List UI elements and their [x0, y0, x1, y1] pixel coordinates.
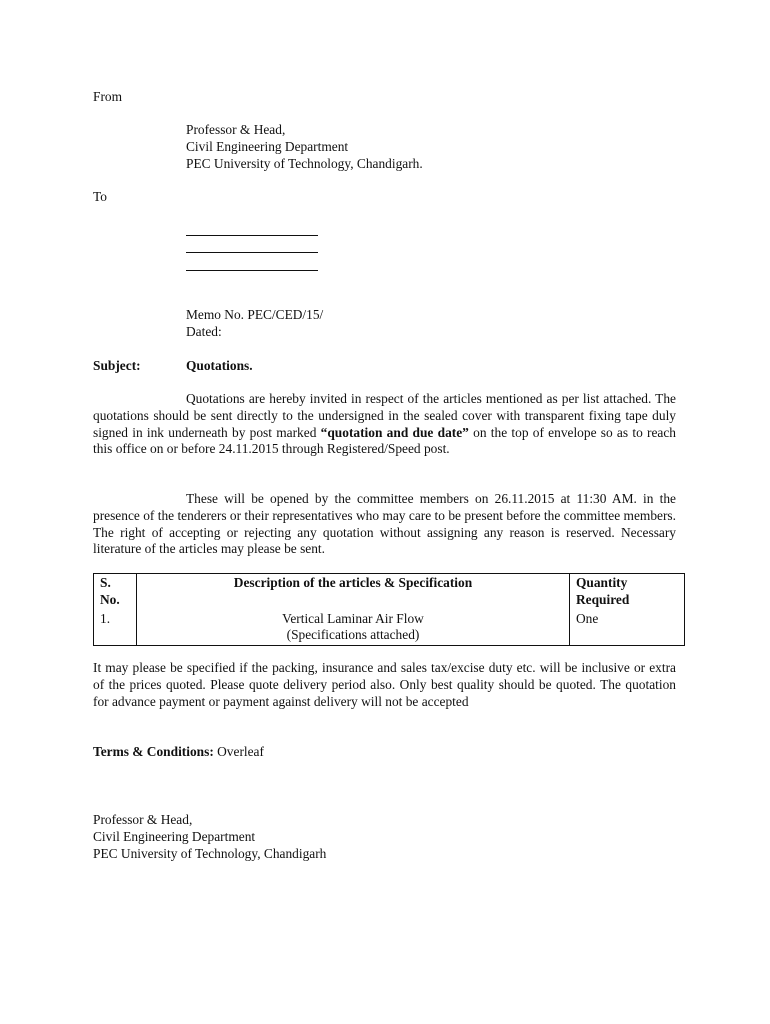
from-label: From [93, 89, 123, 104]
sender-institution: PEC University of Technology, Chandigarh. [186, 155, 423, 171]
header-quantity: Quantity Required [570, 574, 685, 610]
memo-number: Memo No. PEC/CED/15/ [186, 307, 324, 322]
terms-conditions-line [93, 744, 264, 761]
sender-department: Civil Engineering Department [186, 138, 349, 154]
subject-value: Quotations. [186, 358, 253, 373]
articles-table [93, 573, 685, 646]
subject-label: Subject: [93, 358, 141, 373]
article-specification-note: (Specifications attached) [286, 627, 420, 643]
row-sno: 1. [94, 610, 137, 646]
recipient-blank-line [186, 235, 318, 236]
envelope-marking: “quotation and due date” [320, 424, 469, 440]
sender-title: Professor & Head, [186, 122, 286, 137]
signatory-institution: PEC University of Technology, Chandigarh [93, 845, 327, 861]
memo-block [186, 307, 323, 341]
header-description: Description of the articles & Specification [137, 574, 570, 610]
row-quantity: One [570, 610, 685, 646]
memo-dated: Dated: [186, 323, 222, 339]
signatory-title: Professor & Head, [93, 812, 193, 827]
signature-block [93, 812, 326, 862]
terms-label: Terms & Conditions: [93, 744, 214, 759]
to-label: To [93, 189, 107, 204]
recipient-blank-line [186, 252, 318, 253]
row-description [137, 610, 570, 646]
invitation-paragraph [93, 391, 676, 458]
terms-paragraph: It may please be specified if the packing, insurance and sales tax/excise duty etc. will be inclusive or extra of the prices quoted. Please quote delivery period also. Only best quality should be quoted. The quotation for advance payment or payment against delivery will not be accepted [93, 660, 676, 709]
terms-value: Overleaf [213, 744, 264, 759]
signatory-department: Civil Engineering Department [93, 828, 256, 844]
opening-paragraph [93, 491, 676, 558]
invitation-text-start: Quotations are hereby invited in respect of the articles mentioned as per list attached. The quotations should be sent directly to the undersigned in the sealed cover with transparent fixing tape duly signed in ink underneath by post marked [93, 391, 676, 440]
table-header-row [94, 574, 685, 610]
table-row [94, 610, 685, 646]
opening-text: These will be opened by the committee members on 26.11.2015 at 11:30 AM. in the presence of the tenderers or their representatives who may care to be present before the committee members. The right of accepting or rejecting any quotation without assigning any reason is reserved. Necessary literature of the articles may please be sent. [93, 491, 676, 557]
invitation-text-end: on the top of envelope so as to reach this office on or before 24.11.2015 through Registered/Speed post. [93, 424, 677, 457]
sender-address-block [186, 122, 423, 172]
article-name: Vertical Laminar Air Flow [282, 610, 424, 626]
header-sno: S. No. [94, 574, 137, 610]
recipient-blank-line [186, 270, 318, 271]
